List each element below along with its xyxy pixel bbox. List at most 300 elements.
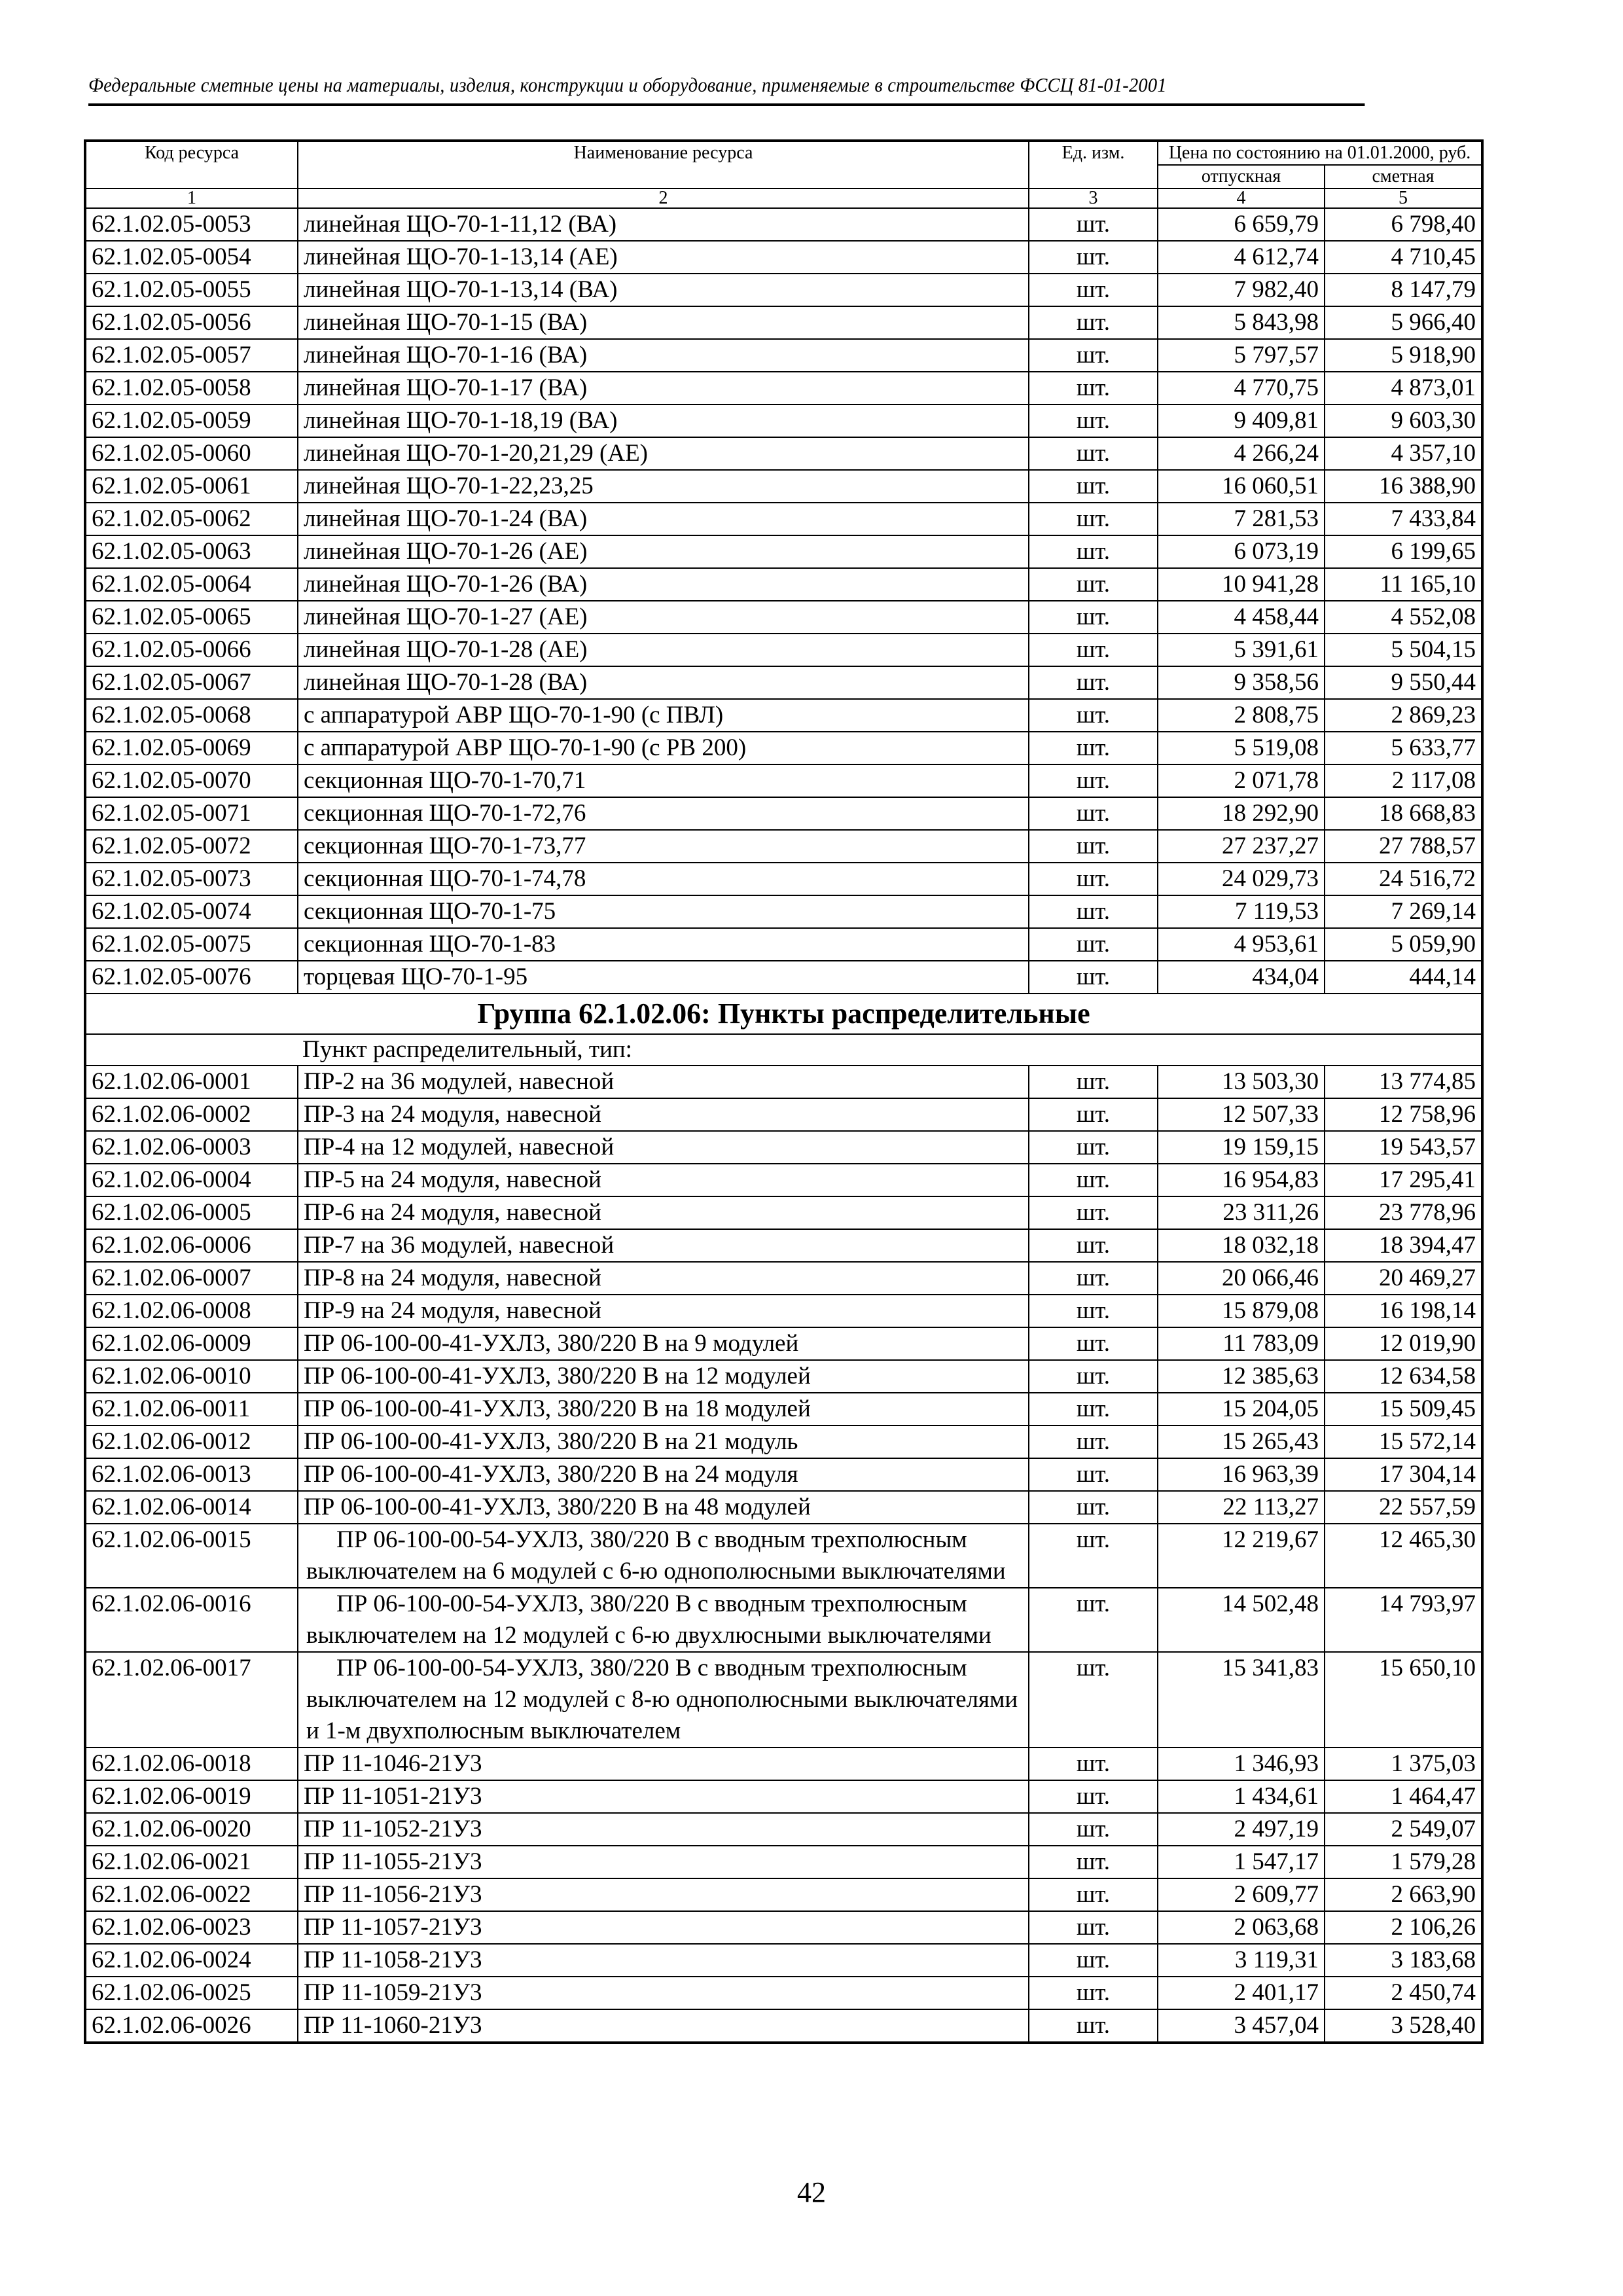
unit-of-measure: шт. (1029, 830, 1158, 863)
release-price: 19 159,15 (1158, 1131, 1325, 1164)
release-price: 13 503,30 (1158, 1066, 1325, 1098)
group-heading-row (85, 994, 1482, 1034)
release-price: 16 963,39 (1158, 1458, 1325, 1491)
resource-code: 62.1.02.06-0007 (85, 1262, 298, 1295)
table-row (85, 1524, 1482, 1588)
unit-of-measure: шт. (1029, 1652, 1158, 1748)
section-62-1-02-06 (85, 1066, 1482, 2043)
resource-name: секционная ЩО-70-1-72,76 (298, 797, 1029, 830)
estimate-price: 13 774,85 (1325, 1066, 1482, 1098)
table-row (85, 863, 1482, 895)
resource-code: 62.1.02.05-0055 (85, 274, 298, 306)
release-price: 6 659,79 (1158, 208, 1325, 241)
unit-of-measure: шт. (1029, 437, 1158, 470)
unit-of-measure: шт. (1029, 863, 1158, 895)
release-price: 2 609,77 (1158, 1878, 1325, 1911)
release-price: 4 458,44 (1158, 601, 1325, 634)
release-price: 3 457,04 (1158, 2009, 1325, 2043)
resource-name: ПР 06-100-00-41-УХЛ3, 380/220 В на 18 модулей (298, 1393, 1029, 1426)
table-row (85, 1491, 1482, 1524)
resource-name: ПР-6 на 24 модуля, навесной (298, 1196, 1029, 1229)
resource-code: 62.1.02.06-0009 (85, 1327, 298, 1360)
resource-name: ПР 11-1046-21У3 (298, 1748, 1029, 1780)
resource-code: 62.1.02.05-0057 (85, 339, 298, 372)
resource-name: ПР 06-100-00-41-УХЛ3, 380/220 В на 24 модуля (298, 1458, 1029, 1491)
unit-of-measure: шт. (1029, 1196, 1158, 1229)
subheading-text: Пункт распределительный, тип: (85, 1034, 1482, 1066)
table-row (85, 1813, 1482, 1846)
table-row (85, 437, 1482, 470)
estimate-price: 2 549,07 (1325, 1813, 1482, 1846)
resource-code: 62.1.02.05-0056 (85, 306, 298, 339)
table-row (85, 928, 1482, 961)
estimate-price: 5 504,15 (1325, 634, 1482, 666)
table-row (85, 699, 1482, 732)
resource-name: торцевая ЩО-70-1-95 (298, 961, 1029, 994)
estimate-price: 3 183,68 (1325, 1944, 1482, 1977)
table-row (85, 208, 1482, 241)
release-price: 18 292,90 (1158, 797, 1325, 830)
table-row (85, 1426, 1482, 1458)
resource-code: 62.1.02.05-0070 (85, 764, 298, 797)
release-price: 4 266,24 (1158, 437, 1325, 470)
unit-of-measure: шт. (1029, 1524, 1158, 1588)
estimate-price: 2 117,08 (1325, 764, 1482, 797)
resource-name: линейная ЩО-70-1-22,23,25 (298, 470, 1029, 503)
unit-of-measure: шт. (1029, 274, 1158, 306)
unit-of-measure: шт. (1029, 1491, 1158, 1524)
estimate-price: 2 869,23 (1325, 699, 1482, 732)
resource-name: ПР-7 на 36 модулей, навесной (298, 1229, 1029, 1262)
unit-of-measure: шт. (1029, 535, 1158, 568)
estimate-price: 3 528,40 (1325, 2009, 1482, 2043)
estimate-price: 8 147,79 (1325, 274, 1482, 306)
resource-code: 62.1.02.05-0075 (85, 928, 298, 961)
unit-of-measure: шт. (1029, 732, 1158, 764)
unit-of-measure: шт. (1029, 1066, 1158, 1098)
resource-name: ПР 11-1059-21У3 (298, 1977, 1029, 2009)
table-row (85, 1846, 1482, 1878)
estimate-price: 27 788,57 (1325, 830, 1482, 863)
group-title: Группа 62.1.02.06: Пункты распределительные (85, 994, 1482, 1034)
resource-name: ПР-5 на 24 модуля, навесной (298, 1164, 1029, 1196)
table-row (85, 764, 1482, 797)
resource-name: линейная ЩО-70-1-11,12 (ВА) (298, 208, 1029, 241)
table-row (85, 1652, 1482, 1748)
estimate-price: 1 375,03 (1325, 1748, 1482, 1780)
release-price: 3 119,31 (1158, 1944, 1325, 1977)
resource-name: ПР 11-1052-21У3 (298, 1813, 1029, 1846)
resource-code: 62.1.02.05-0067 (85, 666, 298, 699)
unit-of-measure: шт. (1029, 1327, 1158, 1360)
release-price: 2 063,68 (1158, 1911, 1325, 1944)
resource-name: ПР 06-100-00-41-УХЛ3, 380/220 В на 21 модуль (298, 1426, 1029, 1458)
table-row (85, 339, 1482, 372)
table-row (85, 732, 1482, 764)
resource-name: ПР 11-1056-21У3 (298, 1878, 1029, 1911)
unit-of-measure: шт. (1029, 339, 1158, 372)
resource-name: секционная ЩО-70-1-83 (298, 928, 1029, 961)
table-row (85, 1911, 1482, 1944)
resource-code: 62.1.02.06-0024 (85, 1944, 298, 1977)
column-header-unit: Ед. изм. (1029, 141, 1158, 188)
unit-of-measure: шт. (1029, 601, 1158, 634)
unit-of-measure: шт. (1029, 1813, 1158, 1846)
resource-name: ПР-4 на 12 модулей, навесной (298, 1131, 1029, 1164)
estimate-price: 9 550,44 (1325, 666, 1482, 699)
release-price: 16 954,83 (1158, 1164, 1325, 1196)
estimate-price: 11 165,10 (1325, 568, 1482, 601)
estimate-price: 4 552,08 (1325, 601, 1482, 634)
unit-of-measure: шт. (1029, 241, 1158, 274)
unit-of-measure: шт. (1029, 699, 1158, 732)
table-row (85, 1944, 1482, 1977)
estimate-price: 16 198,14 (1325, 1295, 1482, 1327)
release-price: 14 502,48 (1158, 1588, 1325, 1652)
table-row (85, 634, 1482, 666)
resource-code: 62.1.02.06-0023 (85, 1911, 298, 1944)
table-row (85, 601, 1482, 634)
resource-code: 62.1.02.05-0061 (85, 470, 298, 503)
estimate-price: 4 710,45 (1325, 241, 1482, 274)
column-number: 3 (1029, 188, 1158, 208)
column-header-code: Код ресурса (85, 141, 298, 188)
resource-code: 62.1.02.06-0005 (85, 1196, 298, 1229)
unit-of-measure: шт. (1029, 568, 1158, 601)
resource-name: с аппаратурой АВР ЩО-70-1-90 (с РВ 200) (298, 732, 1029, 764)
unit-of-measure: шт. (1029, 797, 1158, 830)
unit-of-measure: шт. (1029, 1426, 1158, 1458)
resource-name: линейная ЩО-70-1-17 (ВА) (298, 372, 1029, 404)
resource-code: 62.1.02.06-0026 (85, 2009, 298, 2043)
unit-of-measure: шт. (1029, 1098, 1158, 1131)
unit-of-measure: шт. (1029, 1458, 1158, 1491)
unit-of-measure: шт. (1029, 1944, 1158, 1977)
table-row (85, 1066, 1482, 1098)
section-62-1-02-05 (85, 208, 1482, 994)
unit-of-measure: шт. (1029, 1393, 1158, 1426)
resource-code: 62.1.02.06-0018 (85, 1748, 298, 1780)
table-row (85, 1229, 1482, 1262)
estimate-price: 9 603,30 (1325, 404, 1482, 437)
resource-code: 62.1.02.06-0004 (85, 1164, 298, 1196)
resource-code: 62.1.02.05-0064 (85, 568, 298, 601)
column-header-release-price: отпускная (1158, 165, 1325, 188)
resource-code: 62.1.02.05-0063 (85, 535, 298, 568)
estimate-price: 6 199,65 (1325, 535, 1482, 568)
table-row (85, 241, 1482, 274)
release-price: 1 346,93 (1158, 1748, 1325, 1780)
resource-code: 62.1.02.05-0071 (85, 797, 298, 830)
release-price: 23 311,26 (1158, 1196, 1325, 1229)
estimate-price: 17 295,41 (1325, 1164, 1482, 1196)
estimate-price: 444,14 (1325, 961, 1482, 994)
resource-name: линейная ЩО-70-1-27 (АЕ) (298, 601, 1029, 634)
resource-code: 62.1.02.05-0074 (85, 895, 298, 928)
estimate-price: 4 873,01 (1325, 372, 1482, 404)
estimate-price: 7 433,84 (1325, 503, 1482, 535)
release-price: 4 612,74 (1158, 241, 1325, 274)
table-row (85, 568, 1482, 601)
release-price: 24 029,73 (1158, 863, 1325, 895)
release-price: 9 358,56 (1158, 666, 1325, 699)
estimate-price: 4 357,10 (1325, 437, 1482, 470)
estimate-price: 17 304,14 (1325, 1458, 1482, 1491)
table-row (85, 1098, 1482, 1131)
resource-name: ПР 11-1051-21У3 (298, 1780, 1029, 1813)
resource-name: ПР-8 на 24 модуля, навесной (298, 1262, 1029, 1295)
unit-of-measure: шт. (1029, 1911, 1158, 1944)
estimate-price: 2 106,26 (1325, 1911, 1482, 1944)
resource-code: 62.1.02.05-0058 (85, 372, 298, 404)
column-number: 2 (298, 188, 1029, 208)
resource-code: 62.1.02.06-0006 (85, 1229, 298, 1262)
estimate-price: 2 663,90 (1325, 1878, 1482, 1911)
resource-name: секционная ЩО-70-1-73,77 (298, 830, 1029, 863)
table-row (85, 306, 1482, 339)
release-price: 15 265,43 (1158, 1426, 1325, 1458)
resource-code: 62.1.02.06-0025 (85, 1977, 298, 2009)
resource-name: линейная ЩО-70-1-24 (ВА) (298, 503, 1029, 535)
unit-of-measure: шт. (1029, 895, 1158, 928)
table-row (85, 470, 1482, 503)
unit-of-measure: шт. (1029, 666, 1158, 699)
release-price: 20 066,46 (1158, 1262, 1325, 1295)
resource-name: линейная ЩО-70-1-13,14 (ВА) (298, 274, 1029, 306)
resource-code: 62.1.02.06-0016 (85, 1588, 298, 1652)
release-price: 2 071,78 (1158, 764, 1325, 797)
estimate-price: 5 966,40 (1325, 306, 1482, 339)
estimate-price: 14 793,97 (1325, 1588, 1482, 1652)
release-price: 5 519,08 (1158, 732, 1325, 764)
resource-name: с аппаратурой АВР ЩО-70-1-90 (с ПВЛ) (298, 699, 1029, 732)
resource-name: ПР 06-100-00-41-УХЛ3, 380/220 В на 12 модулей (298, 1360, 1029, 1393)
unit-of-measure: шт. (1029, 208, 1158, 241)
release-price: 7 119,53 (1158, 895, 1325, 928)
table-row (85, 830, 1482, 863)
release-price: 5 797,57 (1158, 339, 1325, 372)
resource-code: 62.1.02.06-0011 (85, 1393, 298, 1426)
resource-code: 62.1.02.05-0068 (85, 699, 298, 732)
resource-code: 62.1.02.05-0069 (85, 732, 298, 764)
release-price: 12 219,67 (1158, 1524, 1325, 1588)
resource-name: ПР 06-100-00-41-УХЛ3, 380/220 В на 9 модулей (298, 1327, 1029, 1360)
table-row (85, 1262, 1482, 1295)
estimate-price: 12 634,58 (1325, 1360, 1482, 1393)
resource-name: линейная ЩО-70-1-13,14 (АЕ) (298, 241, 1029, 274)
resource-code: 62.1.02.05-0054 (85, 241, 298, 274)
table-row (85, 1780, 1482, 1813)
resource-name: линейная ЩО-70-1-18,19 (ВА) (298, 404, 1029, 437)
unit-of-measure: шт. (1029, 1360, 1158, 1393)
resource-code: 62.1.02.06-0020 (85, 1813, 298, 1846)
resource-name: секционная ЩО-70-1-74,78 (298, 863, 1029, 895)
column-number-row (85, 188, 1482, 208)
column-number: 1 (85, 188, 298, 208)
release-price: 16 060,51 (1158, 470, 1325, 503)
release-price: 5 843,98 (1158, 306, 1325, 339)
estimate-price: 15 650,10 (1325, 1652, 1482, 1748)
resource-name: линейная ЩО-70-1-28 (АЕ) (298, 634, 1029, 666)
table-row (85, 404, 1482, 437)
unit-of-measure: шт. (1029, 2009, 1158, 2043)
table-row (85, 1458, 1482, 1491)
resource-code: 62.1.02.05-0062 (85, 503, 298, 535)
resource-code: 62.1.02.06-0019 (85, 1780, 298, 1813)
resource-code: 62.1.02.06-0017 (85, 1652, 298, 1748)
resource-name: ПР-9 на 24 модуля, навесной (298, 1295, 1029, 1327)
unit-of-measure: шт. (1029, 1748, 1158, 1780)
resource-name: линейная ЩО-70-1-26 (ВА) (298, 568, 1029, 601)
resource-code: 62.1.02.05-0059 (85, 404, 298, 437)
release-price: 18 032,18 (1158, 1229, 1325, 1262)
unit-of-measure: шт. (1029, 634, 1158, 666)
release-price: 2 401,17 (1158, 1977, 1325, 2009)
resource-name: линейная ЩО-70-1-28 (ВА) (298, 666, 1029, 699)
estimate-price: 15 509,45 (1325, 1393, 1482, 1426)
release-price: 4 953,61 (1158, 928, 1325, 961)
release-price: 27 237,27 (1158, 830, 1325, 863)
estimate-price: 1 464,47 (1325, 1780, 1482, 1813)
release-price: 2 808,75 (1158, 699, 1325, 732)
table-row (85, 503, 1482, 535)
resource-name: ПР 11-1055-21У3 (298, 1846, 1029, 1878)
table-row (85, 1131, 1482, 1164)
resource-code: 62.1.02.06-0001 (85, 1066, 298, 1098)
column-number: 5 (1325, 188, 1482, 208)
subheading-row (85, 1034, 1482, 1066)
resource-code: 62.1.02.06-0015 (85, 1524, 298, 1588)
table-row (85, 1748, 1482, 1780)
release-price: 4 770,75 (1158, 372, 1325, 404)
unit-of-measure: шт. (1029, 1131, 1158, 1164)
unit-of-measure: шт. (1029, 404, 1158, 437)
resource-code: 62.1.02.06-0002 (85, 1098, 298, 1131)
resource-name: ПР 06-100-00-54-УХЛ3, 380/220 В с вводным трехполюсным выключателем на 12 модулей с 6-ю двухлюсными выключателями (298, 1588, 1029, 1652)
resource-name: ПР 11-1060-21У3 (298, 2009, 1029, 2043)
resource-code: 62.1.02.05-0065 (85, 601, 298, 634)
estimate-price: 12 019,90 (1325, 1327, 1482, 1360)
table-row (85, 2009, 1482, 2043)
resource-code: 62.1.02.06-0010 (85, 1360, 298, 1393)
release-price: 10 941,28 (1158, 568, 1325, 601)
table-row (85, 274, 1482, 306)
estimate-price: 5 918,90 (1325, 339, 1482, 372)
unit-of-measure: шт. (1029, 1262, 1158, 1295)
unit-of-measure: шт. (1029, 372, 1158, 404)
table-row (85, 1196, 1482, 1229)
table-row (85, 1977, 1482, 2009)
resource-code: 62.1.02.05-0060 (85, 437, 298, 470)
resource-name: линейная ЩО-70-1-20,21,29 (АЕ) (298, 437, 1029, 470)
estimate-price: 18 668,83 (1325, 797, 1482, 830)
resource-code: 62.1.02.06-0012 (85, 1426, 298, 1458)
resource-name: секционная ЩО-70-1-70,71 (298, 764, 1029, 797)
resource-code: 62.1.02.05-0072 (85, 830, 298, 863)
estimate-price: 15 572,14 (1325, 1426, 1482, 1458)
estimate-price: 19 543,57 (1325, 1131, 1482, 1164)
resource-name: ПР 11-1058-21У3 (298, 1944, 1029, 1977)
resource-name: ПР-2 на 36 модулей, навесной (298, 1066, 1029, 1098)
release-price: 15 204,05 (1158, 1393, 1325, 1426)
release-price: 6 073,19 (1158, 535, 1325, 568)
table-row (85, 797, 1482, 830)
unit-of-measure: шт. (1029, 306, 1158, 339)
table-row (85, 1327, 1482, 1360)
unit-of-measure: шт. (1029, 1295, 1158, 1327)
release-price: 22 113,27 (1158, 1491, 1325, 1524)
resource-name: линейная ЩО-70-1-16 (ВА) (298, 339, 1029, 372)
resource-code: 62.1.02.05-0053 (85, 208, 298, 241)
estimate-price: 23 778,96 (1325, 1196, 1482, 1229)
unit-of-measure: шт. (1029, 1588, 1158, 1652)
column-number: 4 (1158, 188, 1325, 208)
estimate-price: 7 269,14 (1325, 895, 1482, 928)
column-header-name: Наименование ресурса (298, 141, 1029, 188)
table-row (85, 666, 1482, 699)
column-header-estimate-price: сметная (1325, 165, 1482, 188)
group-section (85, 994, 1482, 1066)
resource-code: 62.1.02.05-0076 (85, 961, 298, 994)
unit-of-measure: шт. (1029, 928, 1158, 961)
table-row (85, 895, 1482, 928)
unit-of-measure: шт. (1029, 1164, 1158, 1196)
price-table (84, 139, 1484, 2044)
unit-of-measure: шт. (1029, 503, 1158, 535)
estimate-price: 24 516,72 (1325, 863, 1482, 895)
unit-of-measure: шт. (1029, 1780, 1158, 1813)
release-price: 2 497,19 (1158, 1813, 1325, 1846)
release-price: 15 879,08 (1158, 1295, 1325, 1327)
release-price: 7 982,40 (1158, 274, 1325, 306)
unit-of-measure: шт. (1029, 1977, 1158, 2009)
estimate-price: 20 469,27 (1325, 1262, 1482, 1295)
table-row (85, 1878, 1482, 1911)
estimate-price: 22 557,59 (1325, 1491, 1482, 1524)
table-row (85, 535, 1482, 568)
release-price: 9 409,81 (1158, 404, 1325, 437)
table-row (85, 1393, 1482, 1426)
resource-code: 62.1.02.05-0073 (85, 863, 298, 895)
resource-code: 62.1.02.05-0066 (85, 634, 298, 666)
estimate-price: 2 450,74 (1325, 1977, 1482, 2009)
release-price: 7 281,53 (1158, 503, 1325, 535)
table-row (85, 1164, 1482, 1196)
table-row (85, 961, 1482, 994)
estimate-price: 16 388,90 (1325, 470, 1482, 503)
table-row (85, 1360, 1482, 1393)
unit-of-measure: шт. (1029, 1846, 1158, 1878)
column-header-price-group: Цена по состоянию на 01.01.2000, руб. (1158, 141, 1482, 165)
resource-code: 62.1.02.06-0013 (85, 1458, 298, 1491)
release-price: 11 783,09 (1158, 1327, 1325, 1360)
resource-name: секционная ЩО-70-1-75 (298, 895, 1029, 928)
resource-code: 62.1.02.06-0008 (85, 1295, 298, 1327)
unit-of-measure: шт. (1029, 470, 1158, 503)
resource-name: ПР 06-100-00-41-УХЛ3, 380/220 В на 48 модулей (298, 1491, 1029, 1524)
release-price: 12 385,63 (1158, 1360, 1325, 1393)
release-price: 1 434,61 (1158, 1780, 1325, 1813)
table-row (85, 372, 1482, 404)
resource-name: линейная ЩО-70-1-15 (ВА) (298, 306, 1029, 339)
table-row (85, 1588, 1482, 1652)
resource-name: линейная ЩО-70-1-26 (АЕ) (298, 535, 1029, 568)
resource-name: ПР-3 на 24 модуля, навесной (298, 1098, 1029, 1131)
release-price: 15 341,83 (1158, 1652, 1325, 1748)
estimate-price: 18 394,47 (1325, 1229, 1482, 1262)
unit-of-measure: шт. (1029, 1229, 1158, 1262)
estimate-price: 6 798,40 (1325, 208, 1482, 241)
